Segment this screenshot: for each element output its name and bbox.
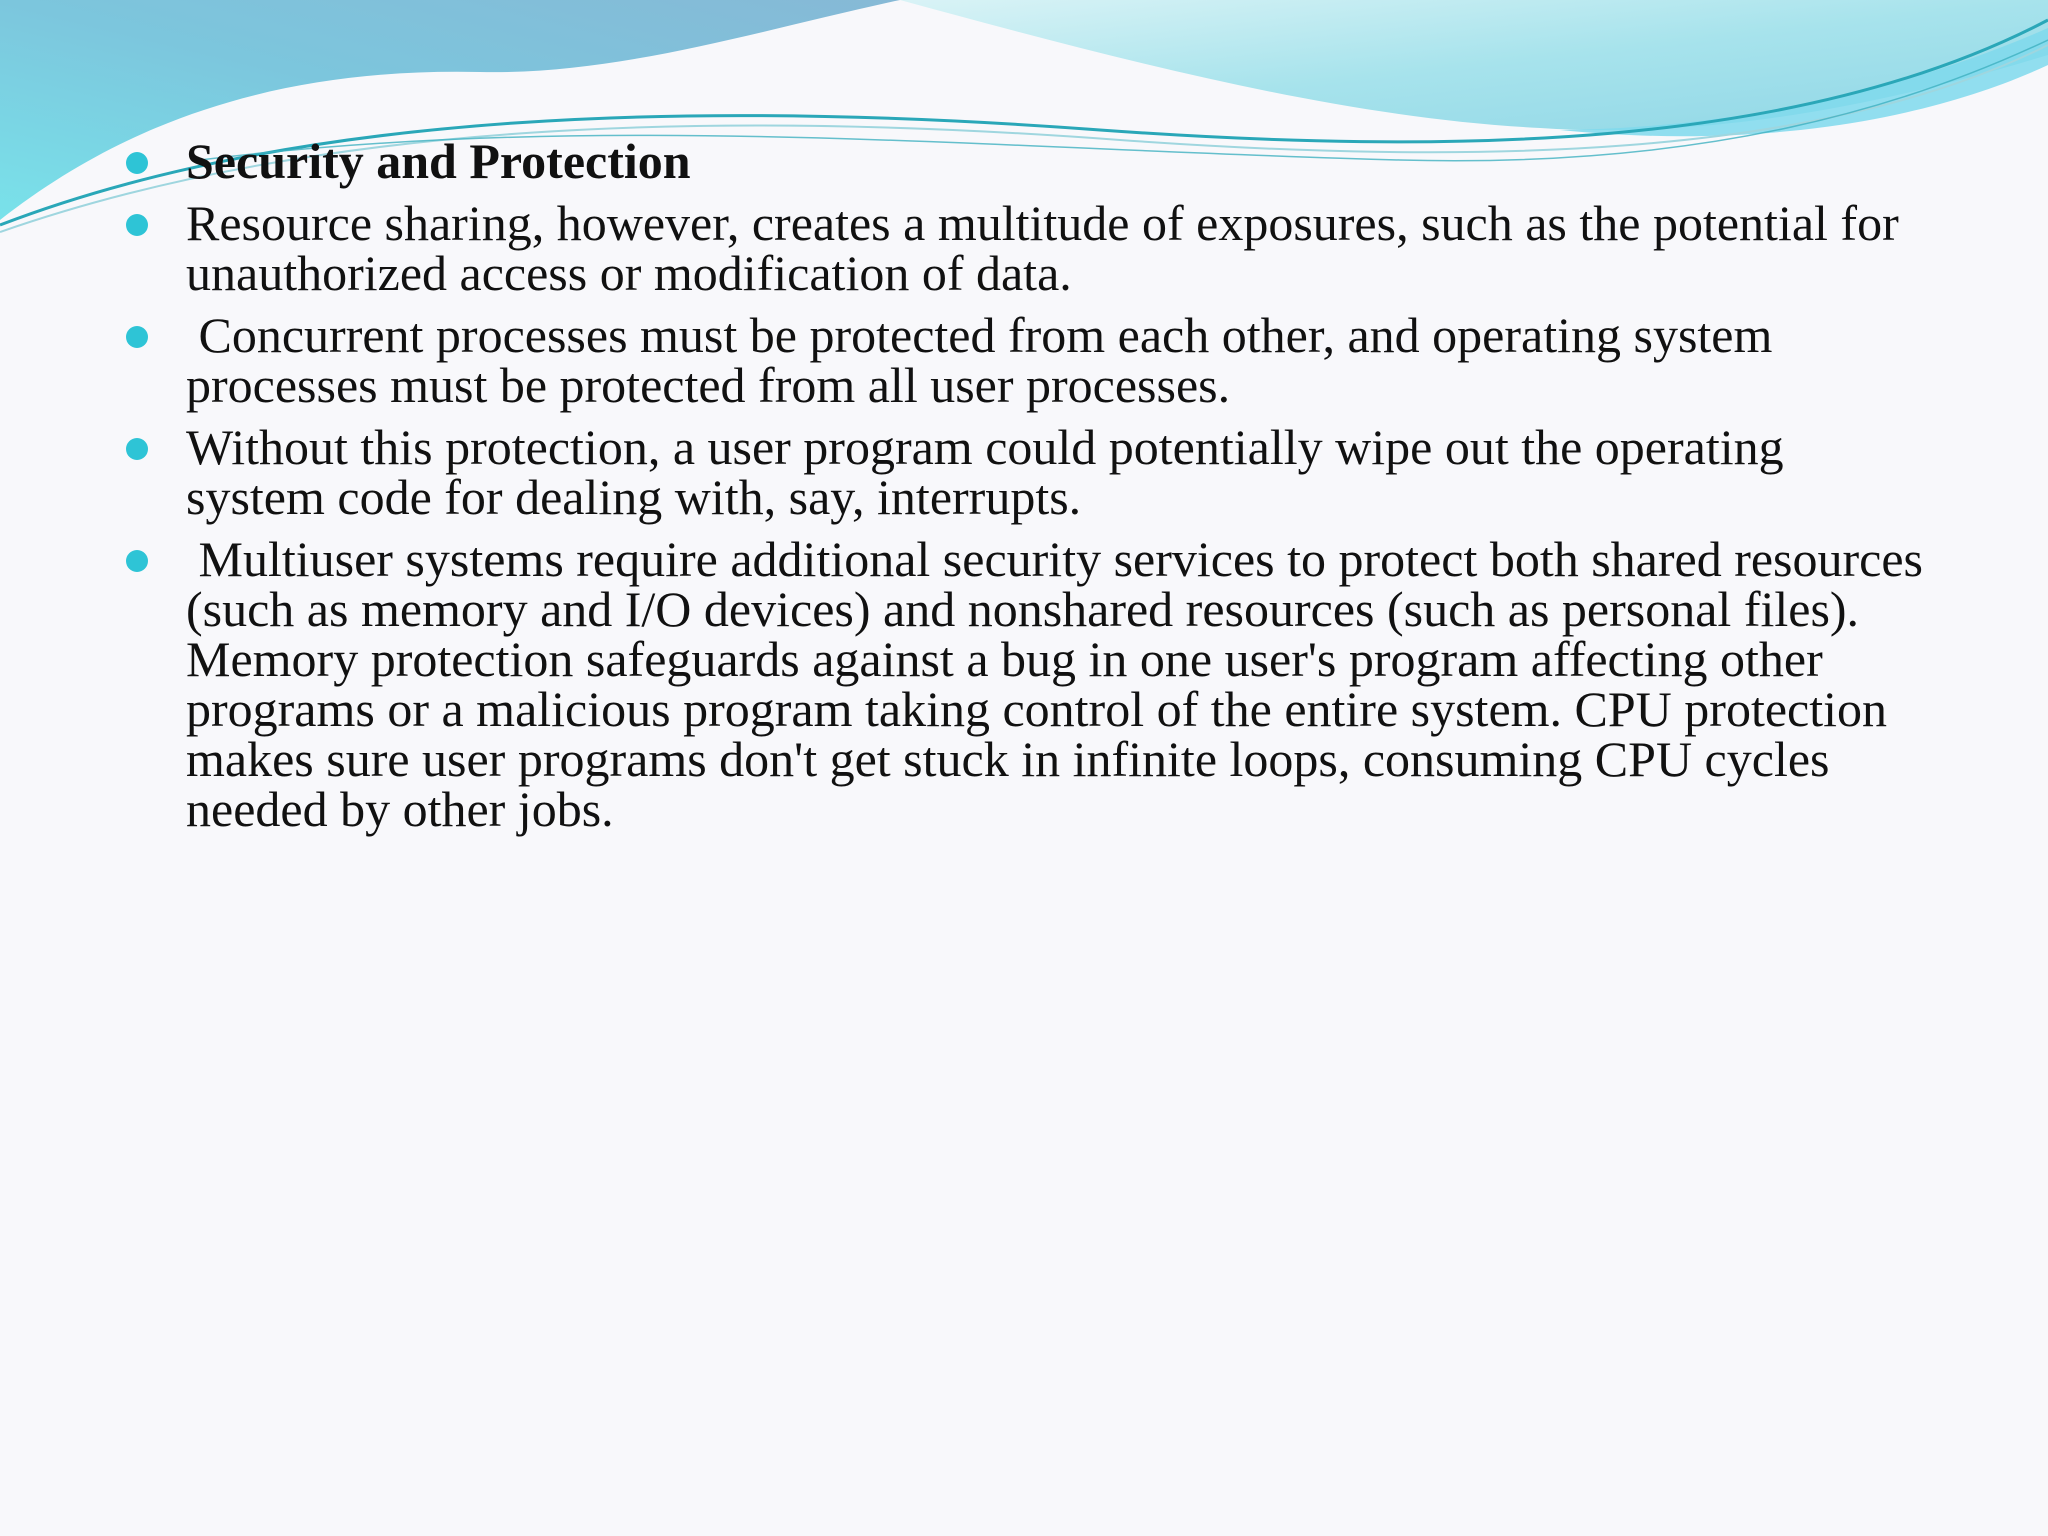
slide-content — [126, 133, 1936, 846]
bullet-text: Concurrent processes must be protected from each other, and operating system processes must be protected from all user processes. — [186, 307, 1785, 413]
bullet-text: Without this protection, a user program could potentially wipe out the operating system code for dealing with, say, interrupts. — [186, 419, 1797, 525]
bullet-heading-text: Security and Protection — [186, 133, 691, 189]
bullet-item — [126, 419, 1926, 525]
bullet-item-heading — [126, 133, 1926, 189]
bullet-dot-icon — [126, 550, 148, 572]
bullet-item — [126, 195, 1926, 301]
bullet-item — [126, 307, 1926, 413]
bullet-text: Resource sharing, however, creates a multitude of exposures, such as the potential for unauthorized access or modification of data. — [186, 195, 1912, 301]
bullet-dot-icon — [126, 326, 148, 348]
bullet-dot-icon — [126, 214, 148, 236]
bullet-dot-icon — [126, 438, 148, 460]
bullet-text: Multiuser systems require additional security services to protect both shared resources (such as memory and I/O devices) and nonshared resources (such as personal files). Memory protection safeguards against a bug in one user's program affecting other programs or a malicious program taking control of the entire system. CPU protection makes sure user programs don't get stuck in infinite loops, consuming CPU cycles needed by other jobs. — [186, 531, 1936, 837]
bullet-list — [126, 133, 1936, 837]
bullet-item — [126, 531, 1936, 837]
bullet-dot-icon — [126, 152, 148, 174]
